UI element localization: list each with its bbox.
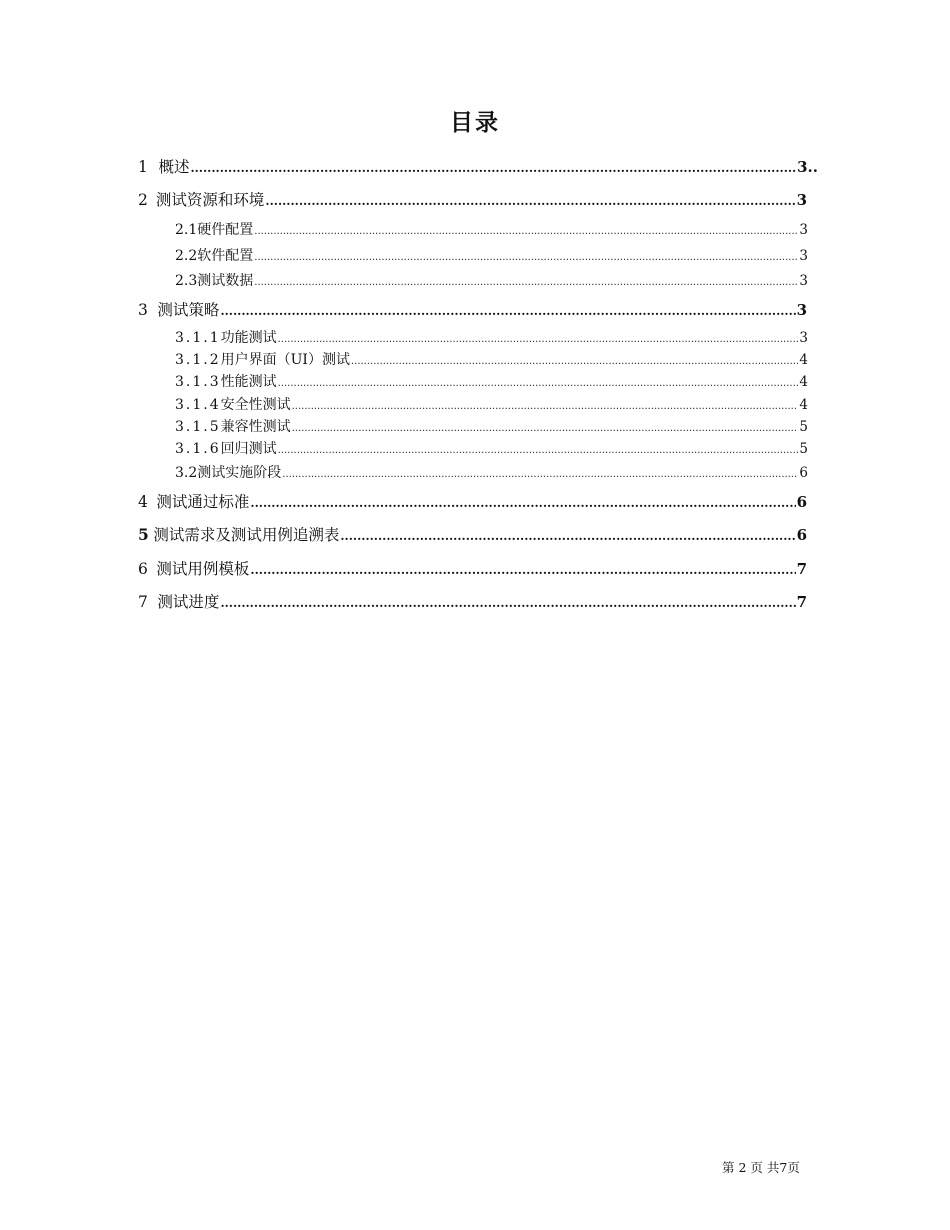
page-footer: 第 2 页 共7页 (722, 1160, 800, 1175)
dot-leader (351, 356, 798, 367)
toc-entry-number: 3 (138, 301, 148, 319)
toc-entry-4[interactable] (138, 490, 807, 512)
dot-leader (220, 304, 795, 318)
toc-entry-label: 性能测试 (220, 374, 277, 390)
toc-entry-page: 7 (796, 560, 807, 578)
toc-entry-3-1-2[interactable] (175, 349, 808, 369)
toc-entry-page: 3 (799, 248, 808, 264)
dot-leader (254, 226, 798, 237)
dot-leader (254, 252, 798, 263)
toc-entry-page: 3 (796, 191, 807, 209)
toc-entry-label: 功能测试 (220, 330, 277, 346)
toc-entry-label: 测试数据 (197, 273, 254, 289)
toc-entry-number: 2 (138, 191, 148, 209)
toc-entry-2-2[interactable] (175, 245, 808, 265)
toc-entry-1[interactable] (138, 155, 818, 177)
toc-entry-page: 7 (796, 593, 807, 611)
toc-entry-2[interactable] (138, 188, 807, 210)
dot-leader (282, 469, 798, 480)
toc-entry-page: 6 (799, 465, 808, 481)
dot-leader (278, 334, 799, 345)
toc-entry-page: 6 (796, 526, 807, 544)
toc-entry-page: 5 (799, 441, 808, 457)
toc-entry-label: 测试资源和环境 (155, 191, 265, 209)
dot-leader (254, 277, 798, 288)
toc-entry-page: 3 (796, 301, 807, 319)
toc-entry-2-3[interactable] (175, 270, 808, 290)
dot-leader (265, 194, 795, 208)
toc-entry-3-1-5[interactable] (175, 416, 808, 436)
dot-leader (220, 596, 795, 610)
toc-entry-label: 软件配置 (197, 248, 254, 264)
dot-leader (190, 161, 796, 175)
toc-entry-3-1-4[interactable] (175, 394, 808, 414)
toc-entry-6[interactable] (138, 557, 807, 579)
dot-leader (340, 529, 795, 543)
toc-entry-label: 硬件配置 (197, 222, 254, 238)
toc-entry-3-2[interactable] (175, 462, 808, 482)
toc-entry-label: 用户界面（UI）测试 (220, 352, 350, 368)
dot-leader (250, 496, 795, 510)
toc-entry-label: 回归测试 (220, 441, 277, 457)
toc-entry-label: 兼容性测试 (220, 419, 291, 435)
toc-entry-page: 3 (799, 330, 808, 346)
dot-leader (292, 401, 799, 412)
toc-entry-7[interactable] (138, 590, 807, 612)
toc-entry-number: 3.1.4 (175, 397, 221, 413)
toc-entry-3-1-1[interactable] (175, 327, 808, 347)
toc-entry-label: 测试用例模板 (156, 560, 250, 578)
toc-entry-5[interactable] (138, 523, 807, 545)
toc-entry-label: 安全性测试 (220, 397, 291, 413)
toc-entry-number: 3.1.5 (175, 419, 221, 435)
toc-entry-page: 3.. (797, 158, 818, 176)
dot-leader (278, 445, 799, 456)
toc-entry-number: 6 (138, 560, 148, 578)
toc-entry-3-1-3[interactable] (175, 371, 808, 391)
toc-entry-page: 3 (799, 222, 808, 238)
toc-entry-label: 概述 (158, 158, 190, 176)
toc-entry-label: 测试实施阶段 (197, 465, 282, 481)
toc-entry-page: 6 (796, 493, 807, 511)
toc-entry-number: 1 (138, 158, 148, 176)
toc-title: 目录 (450, 109, 500, 136)
toc-entry-number: 2.3 (175, 273, 198, 289)
toc-entry-3[interactable] (138, 298, 807, 320)
dot-leader (292, 423, 799, 434)
toc-entry-page: 4 (799, 352, 808, 368)
toc-entry-page: 3 (799, 273, 808, 289)
dot-leader (250, 563, 795, 577)
toc-entry-label: 测试需求及测试用例追溯表 (153, 526, 340, 544)
toc-entry-number: 3.1.6 (175, 441, 221, 457)
toc-entry-number: 3.1.3 (175, 374, 221, 390)
toc-entry-label: 测试策略 (157, 301, 220, 319)
toc-entry-page: 5 (799, 419, 808, 435)
toc-entry-number: 3.2 (175, 465, 198, 481)
toc-entry-number: 7 (138, 593, 148, 611)
toc-entry-number: 5 (138, 525, 149, 544)
dot-leader (278, 378, 799, 389)
toc-entry-page: 4 (799, 397, 808, 413)
toc-entry-number: 3.1.1 (175, 330, 221, 346)
toc-entry-number: 2.1 (175, 222, 198, 238)
toc-entry-3-1-6[interactable] (175, 438, 808, 458)
toc-entry-2-1[interactable] (175, 219, 808, 239)
toc-entry-number: 4 (138, 493, 148, 511)
toc-entry-page: 4 (799, 374, 808, 390)
toc-entry-number: 3.1.2 (175, 352, 221, 368)
toc-entry-label: 测试进度 (157, 593, 220, 611)
toc-entry-label: 测试通过标准 (156, 493, 250, 511)
toc-entry-number: 2.2 (175, 248, 198, 264)
